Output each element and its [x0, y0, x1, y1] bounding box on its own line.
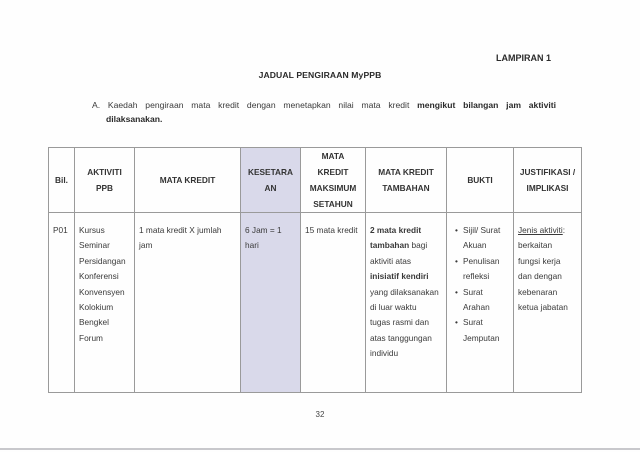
intro-paragraph — [92, 97, 556, 114]
col-header-justifikasi: JUSTIFIKASI / IMPLIKASI — [514, 148, 582, 213]
col-header-bil: Bil. — [49, 148, 75, 213]
col-header-maksimum: MATA KREDIT MAKSIMUM SETAHUN — [301, 148, 366, 213]
page-title: JADUAL PENGIRAAN MyPPB — [258, 70, 382, 80]
bukti-list — [451, 223, 509, 346]
cell-maksimum: 15 mata kredit — [301, 213, 366, 393]
col-header-aktiviti: AKTIVITI PPB — [75, 148, 135, 213]
intro-text: Kaedah pengiraan mata kredit dengan menetapkan nilai mata kredit — [107, 100, 410, 110]
list-item: • Surat Jemputan — [463, 315, 509, 346]
list-item: • Sijil/ Surat Akuan — [463, 223, 509, 254]
col-header-tambahan: MATA KREDIT TAMBAHAN — [366, 148, 447, 213]
col-header-mata-kredit: MATA KREDIT — [135, 148, 241, 213]
page-edge-divider — [0, 448, 640, 450]
intro-marker: A. — [92, 100, 101, 110]
intro-bold-text: mengikut bilangan jam aktiviti — [417, 100, 556, 110]
credit-table — [48, 147, 582, 393]
table-row — [49, 213, 582, 393]
list-item: • Surat Arahan — [463, 285, 509, 316]
col-header-bukti: BUKTI — [447, 148, 514, 213]
cell-kesetaraan: 6 Jam = 1 hari — [241, 213, 301, 393]
cell-aktiviti: Kursus Seminar Persidangan Konferensi Konvensyen Kolokium Bengkel Forum — [75, 213, 135, 393]
cell-tambahan: 2 mata kredit tambahan bagi aktiviti atas inisiatif kendiri yang dilaksanakan di luar waktu tugas rasmi dan atas tanggungan individu — [366, 213, 447, 393]
col-header-kesetaraan: KESETARA AN — [241, 148, 301, 213]
cell-bukti — [447, 213, 514, 393]
cell-bil: P01 — [49, 213, 75, 393]
intro-bold-continuation: dilaksanakan. — [106, 114, 163, 124]
cell-justifikasi: Jenis aktiviti: berkaitan fungsi kerja dan dengan kebenaran ketua jabatan — [514, 213, 582, 393]
appendix-label: LAMPIRAN 1 — [496, 53, 552, 63]
cell-mata-kredit: 1 mata kredit X jumlah jam — [135, 213, 241, 393]
list-item: • Penulisan refleksi — [463, 254, 509, 285]
page-number: 32 — [315, 410, 325, 419]
table-header-row — [49, 148, 582, 213]
